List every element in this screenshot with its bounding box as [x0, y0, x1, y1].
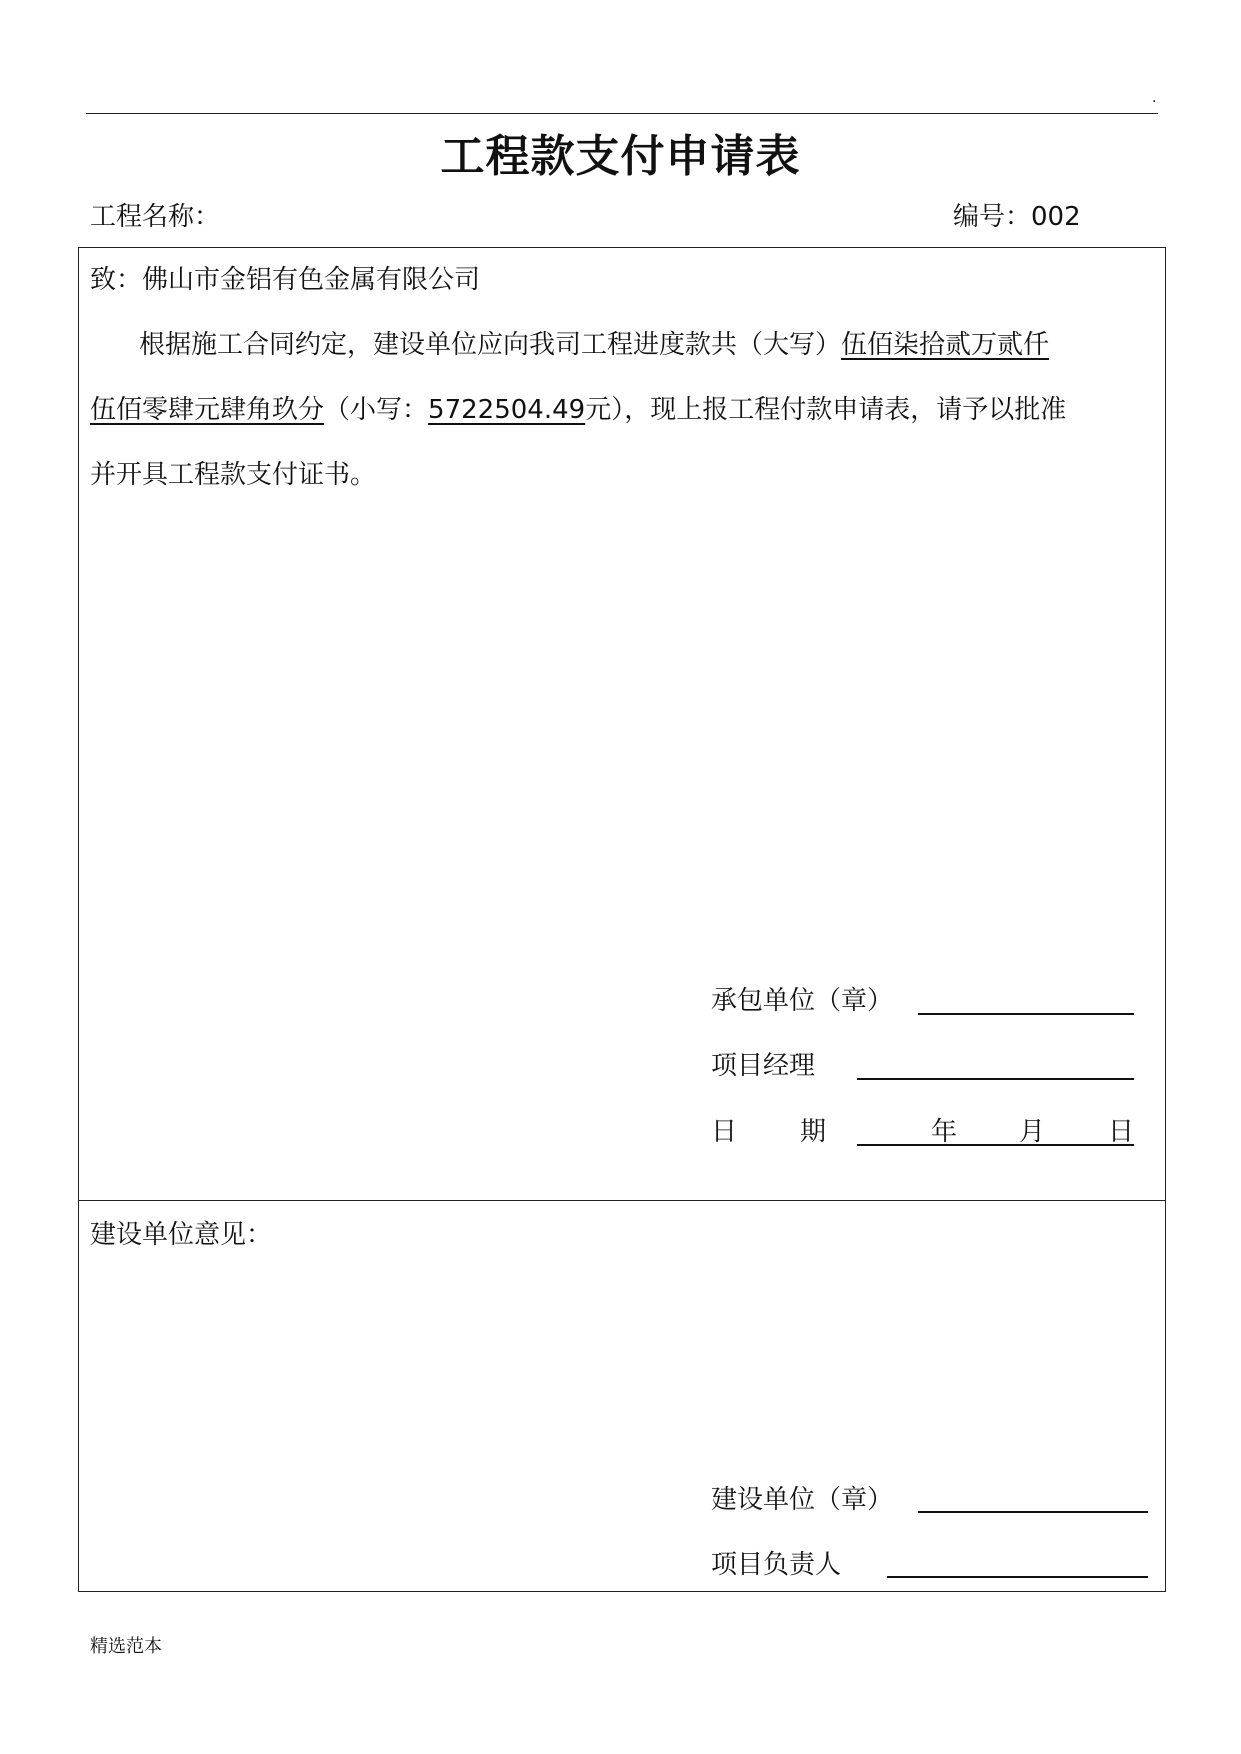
owner-opinion-label: 建设单位意见：	[90, 1220, 273, 1250]
body-line-1-prefix: 根据施工合同约定，建设单位应向我司工程进度款共（大写）	[139, 330, 842, 360]
number-field	[953, 196, 1081, 233]
page-title: 工程款支付申请表	[440, 131, 801, 182]
form-box	[78, 247, 1166, 1592]
date-signature-line[interactable]	[857, 1144, 1134, 1146]
owner-unit-signature-line[interactable]	[918, 1511, 1148, 1513]
recipient-line: 致：佛山市金铝有色金属有限公司	[90, 265, 481, 295]
body-line-2-suffix: 元），现上报工程付款申请表，请予以批准	[585, 395, 1067, 425]
header-rule	[86, 113, 1158, 114]
footer-text: 精选范本	[90, 1636, 162, 1657]
form-divider	[78, 1200, 1166, 1201]
number-label: 编号：	[953, 202, 1032, 232]
contractor-unit-label: 承包单位（章）	[711, 986, 894, 1016]
date-label-2: 期	[800, 1117, 827, 1147]
owner-person-signature-line[interactable]	[887, 1576, 1148, 1578]
date-label-1: 日	[711, 1117, 738, 1147]
project-manager-signature-line[interactable]	[857, 1078, 1134, 1080]
date-month: 月	[1019, 1117, 1046, 1147]
amount-upper-part1: 伍佰柒拾贰万贰仟	[841, 330, 1050, 360]
body-line-3: 并开具工程款支付证书。	[90, 460, 377, 490]
body-line-1	[139, 328, 1049, 362]
amount-upper-part2: 伍佰零肆元肆角玖分	[90, 395, 325, 425]
amount-number: 5722504.49	[428, 395, 586, 425]
header-dot: .	[1152, 90, 1157, 106]
date-day: 日	[1108, 1117, 1135, 1147]
project-name-label: 工程名称：	[90, 202, 221, 232]
body-line-2	[90, 393, 1066, 427]
project-manager-label: 项目经理	[711, 1051, 816, 1081]
owner-unit-label: 建设单位（章）	[711, 1485, 894, 1515]
small-amount-prefix: （小写：	[324, 395, 429, 425]
contractor-unit-signature-line[interactable]	[918, 1013, 1134, 1015]
number-value: 002	[1031, 202, 1081, 232]
date-year: 年	[931, 1117, 958, 1147]
owner-person-label: 项目负责人	[711, 1550, 842, 1580]
